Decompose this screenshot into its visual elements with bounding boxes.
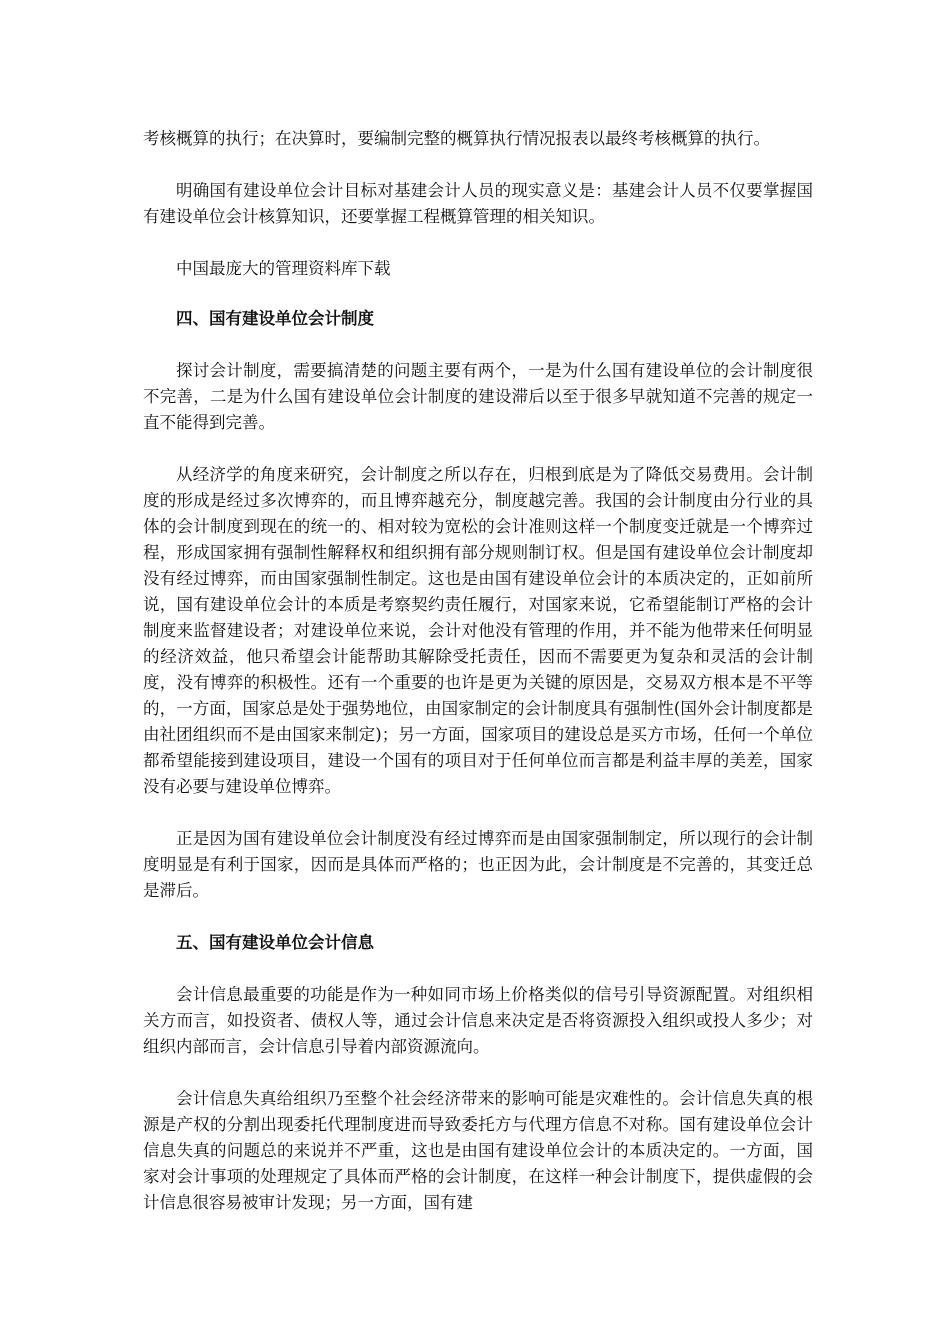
paragraph-economics-analysis: 从经济学的角度来研究，会计制度之所以存在，归根到底是为了降低交易费用。会计制度的形成是经过多次博弈的，而且博弈越充分，制度越完善。我国的会计制度由分行业的具体的会计制度到现在的统一的、相对较为宽松的会计准则这样一个制度变迁就是一个博弈过程，形成国家拥有强制性解释权和组织拥有部分规则制订权。但是国有建设单位会计制度却没有经过博弈，而由国家强制性制定。这也是由国有建设单位会计的本质决定的，正如前所说，国有建设单位会计的本质是考察契约责任履行，对国家来说，它希望能制订严格的会计制度来监督建设者；对建设单位来说，会计对他没有管理的作用，并不能为他带来任何明显的经济效益，他只希望会计能帮助其解除受托责任，因而不需要更为复杂和灵活的会计制度，没有博弈的积极性。还有一个重要的也许是更为关键的原因是，交易双方根本是不平等的，一方面，国家总是处于强势地位，由国家制定的会计制度具有强制性(国外会计制度都是由社团组织而不是由国家来制定)；另一方面，国家项目的建设总是买方市场，任何一个单位都希望能接到建设项目，建设一个国有的项目对于任何单位而言都是利益丰厚的美差，国家没有必要与建设单位博弈。 [143,465,813,796]
paragraph-information-function: 会计信息最重要的功能是作为一种如同市场上价格类似的信号引导资源配置。对组织相关方而言，如投资者、债权人等，通过会计信息来决定是否将资源投入组织或投人多少；对组织内部而言，会计信息引导着内部资源流向。 [143,985,813,1056]
paragraph-accounting-goal-significance: 明确国有建设单位会计目标对基建会计人员的现实意义是：基建会计人员不仅要掌握国有建设单位会计核算知识，还要掌握工程概算管理的相关知识。 [143,181,813,226]
paragraph-information-distortion: 会计信息失真给组织乃至整个社会经济带来的影响可能是灾难性的。会计信息失真的根源是产权的分割出现委托代理制度进而导致委托方与代理方信息不对称。国有建设单位会计信息失真的问题总的来说并不严重，这也是由国有建设单位会计的本质决定的。一方面，国家对会计事项的处理规定了具体而严格的会计制度，在这样一种会计制度下，提供虚假的会计信息很容易被审计发现；另一方面，国有建 [143,1089,813,1212]
document-page [143,126,813,1242]
paragraph-system-conclusion: 正是因为国有建设单位会计制度没有经过博弈而是由国家强制制定，所以现行的会计制度明显是有利于国家，因而是具体而严格的；也正因为此，会计制度是不完善的，其变迁总是滞后。 [143,829,813,900]
section-heading-4: 四、国有建设单位会计制度 [176,309,374,328]
paragraph-continuation: 考核概算的执行；在决算时，要编制完整的概算执行情况报表以最终考核概算的执行。 [143,129,770,148]
paragraph-download-note: 中国最庞大的管理资料库下载 [176,259,391,278]
paragraph-accounting-system-questions: 探讨会计制度，需要搞清楚的问题主要有两个，一是为什么国有建设单位的会计制度很不完善，二是为什么国有建设单位会计制度的建设滞后以至于很多早就知道不完善的规定一直不能得到完善。 [143,361,813,432]
section-heading-5: 五、国有建设单位会计信息 [176,933,374,952]
